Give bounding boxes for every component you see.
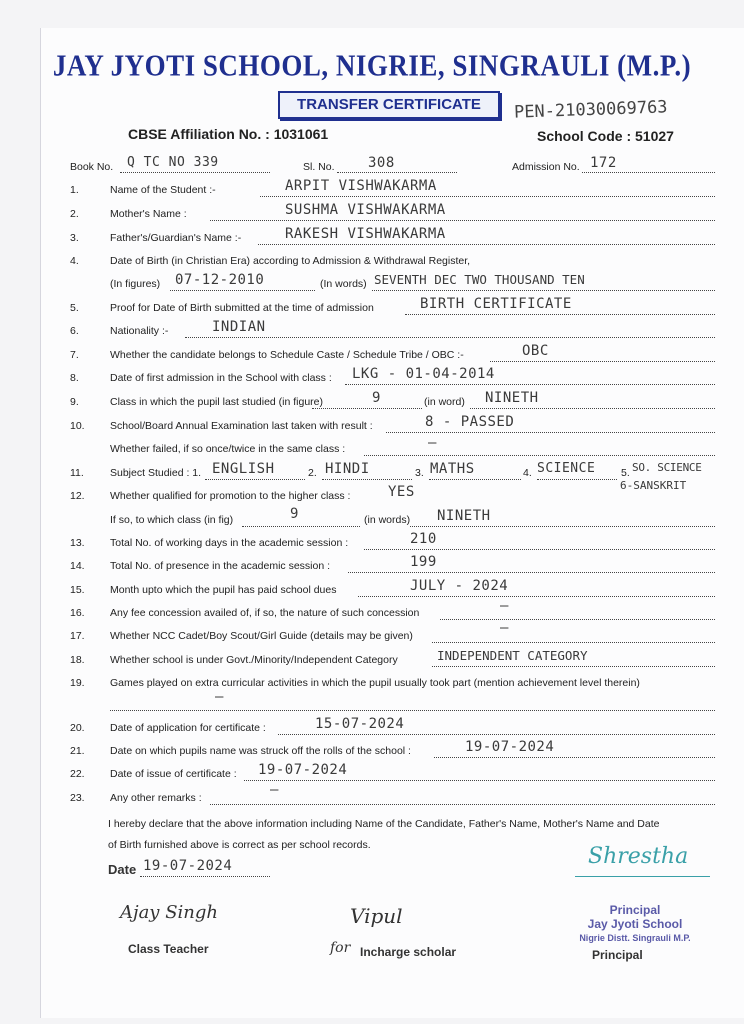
item-12-words-label: (in words)	[364, 514, 411, 526]
item-4-num: 4.	[70, 255, 79, 267]
item-16-num: 16.	[70, 607, 85, 619]
last-class-figure: 9	[372, 390, 381, 406]
item-4-label: Date of Birth (in Christian Era) according to Admission & Withdrawal Register,	[110, 255, 471, 267]
certificate-title: TRANSFER CERTIFICATE	[278, 91, 500, 119]
item-6-line	[185, 337, 715, 338]
category-obc: OBC	[522, 343, 549, 359]
item-3-num: 3.	[70, 232, 79, 244]
item-7-label: Whether the candidate belongs to Schedule Caste / Schedule Tribe / OBC :-	[110, 349, 464, 361]
sl-no-line	[337, 172, 457, 173]
item-13-num: 13.	[70, 537, 85, 549]
item-6-num: 6.	[70, 325, 79, 337]
subject-1-line	[205, 479, 305, 480]
item-9-fig-line	[312, 408, 422, 409]
item-9-words-label: (in word)	[424, 396, 465, 408]
subject-1: ENGLISH	[212, 461, 275, 477]
mother-name: SUSHMA VISHWAKARMA	[285, 202, 446, 218]
item-1-num: 1.	[70, 184, 79, 196]
subject-4-line	[537, 479, 617, 480]
dob-proof: BIRTH CERTIFICATE	[420, 296, 572, 312]
item-20-label: Date of application for certificate :	[110, 722, 266, 734]
item-23-label: Any other remarks :	[110, 792, 202, 804]
application-date: 15-07-2024	[315, 716, 405, 732]
subject-6: 6-SANSKRIT	[620, 479, 687, 492]
item-8-line	[345, 384, 715, 385]
declaration-line-2: of Birth furnished above is correct as per school records.	[108, 839, 371, 851]
declaration-line-1: I hereby declare that the above information including Name of the Candidate, Father's Name, Mother's Name and Date	[108, 818, 660, 830]
subject-2: HINDI	[325, 461, 370, 477]
item-19-label: Games played on extra curricular activities in which the pupil usually took part (mention achievement level therein)	[110, 677, 640, 689]
item-7-num: 7.	[70, 349, 79, 361]
subject-2-line	[322, 479, 412, 480]
item-20-line	[278, 734, 715, 735]
date-line	[140, 876, 270, 877]
item-21-line	[434, 757, 715, 758]
stamp-line-2: Jay Jyoti School	[587, 917, 683, 931]
class-teacher-signature: Ajay Singh	[120, 902, 218, 923]
ncc-details: —	[500, 620, 509, 636]
item-5-line	[405, 314, 715, 315]
item-12-words-line	[410, 526, 715, 527]
item-17-label: Whether NCC Cadet/Boy Scout/Girl Guide (details may be given)	[110, 630, 413, 642]
item-16-line	[440, 619, 715, 620]
subject-4-num: 4.	[523, 467, 532, 479]
principal-label: Principal	[592, 948, 643, 962]
admission-no-line	[582, 172, 715, 173]
school-name: JAY JYOTI SCHOOL, NIGRIE, SINGRAULI (M.P.)	[52, 47, 692, 83]
item-7-line	[490, 361, 715, 362]
item-2-label: Mother's Name :	[110, 208, 187, 220]
item-17-line	[432, 642, 715, 643]
book-no-line	[120, 172, 270, 173]
other-remarks: —	[270, 782, 279, 798]
first-admission: LKG - 01-04-2014	[352, 366, 495, 382]
item-21-num: 21.	[70, 745, 85, 757]
item-10-line	[386, 432, 715, 433]
item-2-num: 2.	[70, 208, 79, 220]
dob-figures: 07-12-2010	[175, 272, 265, 288]
dob-figures-line	[170, 290, 315, 291]
games-value: —	[215, 689, 224, 705]
item-20-num: 20.	[70, 722, 85, 734]
item-15-line	[358, 596, 715, 597]
sl-no-value: 308	[368, 155, 395, 171]
book-no-label: Book No.	[70, 161, 114, 173]
last-exam-result: 8 - PASSED	[425, 414, 515, 430]
item-22-num: 22.	[70, 768, 85, 780]
item-12-label: Whether qualified for promotion to the higher class :	[110, 490, 351, 502]
item-1-label: Name of the Student :-	[110, 184, 216, 196]
item-2-line	[210, 220, 715, 221]
item-10-num: 10.	[70, 420, 85, 432]
incharge-signature: Vipul	[350, 904, 403, 928]
dues-paid-upto: JULY - 2024	[410, 578, 509, 594]
stamp-line-3: Nigrie Distt. Singrauli M.P.	[579, 933, 691, 943]
admission-no-label: Admission No.	[512, 161, 580, 173]
item-8-num: 8.	[70, 372, 79, 384]
dob-figures-label: (In figures)	[110, 278, 161, 290]
dob-words: SEVENTH DEC TWO THOUSAND TEN	[374, 272, 585, 287]
item-3-label: Father's/Guardian's Name :-	[110, 232, 242, 244]
principal-signature: Shrestha	[588, 844, 689, 869]
subject-3: MATHS	[430, 461, 475, 477]
principal-stamp	[555, 903, 715, 945]
item-18-line	[432, 666, 715, 667]
struck-off-date: 19-07-2024	[465, 739, 555, 755]
date-label: Date	[108, 862, 137, 877]
date-value: 19-07-2024	[143, 858, 233, 874]
stamp-line-1: Principal	[609, 903, 661, 917]
pen-number: PEN-21030069763	[513, 97, 668, 123]
item-13-label: Total No. of working days in the academic session :	[110, 537, 349, 549]
item-15-label: Month upto which the pupil has paid school dues	[110, 584, 337, 596]
item-14-num: 14.	[70, 560, 85, 572]
item-18-num: 18.	[70, 654, 85, 666]
item-10-failed-line	[364, 455, 715, 456]
student-name: ARPIT VISHWAKARMA	[285, 178, 437, 194]
class-teacher-label: Class Teacher	[128, 942, 209, 956]
working-days: 210	[410, 531, 437, 547]
sl-no-label: Sl. No.	[303, 161, 335, 173]
item-1-line	[260, 196, 715, 197]
subject-2-num: 2.	[308, 467, 317, 479]
item-14-line	[348, 572, 715, 573]
item-9-num: 9.	[70, 396, 79, 408]
subject-5: SO. SCIENCE	[632, 461, 702, 474]
item-17-num: 17.	[70, 630, 85, 642]
promotion-class-words: NINETH	[437, 508, 491, 524]
nationality: INDIAN	[212, 319, 266, 335]
dob-words-label: (In words)	[320, 278, 367, 290]
school-category: INDEPENDENT CATEGORY	[437, 648, 588, 663]
item-12-class-label: If so, to which class (in fig)	[110, 514, 234, 526]
item-9-words-line	[470, 408, 715, 409]
item-16-label: Any fee concession availed of, if so, the nature of such concession	[110, 607, 420, 619]
item-22-label: Date of issue of certificate :	[110, 768, 237, 780]
cbse-affiliation: CBSE Affiliation No. : 1031061	[128, 126, 329, 142]
school-code: School Code : 51027	[537, 128, 674, 144]
item-11-num: 11.	[70, 467, 84, 479]
incharge-for-prefix: for	[330, 940, 351, 956]
item-19-line	[110, 710, 715, 711]
promotion-qualified: YES	[388, 484, 415, 500]
item-9-label: Class in which the pupil last studied (in figure)	[110, 396, 324, 408]
item-5-num: 5.	[70, 302, 79, 314]
item-21-label: Date on which pupils name was struck off the rolls of the school :	[110, 745, 411, 757]
item-22-line	[244, 780, 715, 781]
issue-date: 19-07-2024	[258, 762, 348, 778]
item-23-num: 23.	[70, 792, 85, 804]
item-10-failed-label: Whether failed, if so once/twice in the same class :	[110, 443, 346, 455]
principal-signature-stroke	[575, 876, 710, 877]
subject-4: SCIENCE	[537, 461, 596, 476]
failed-value: —	[428, 435, 437, 451]
item-12-num: 12.	[70, 490, 85, 502]
item-15-num: 15.	[70, 584, 85, 596]
presence-days: 199	[410, 554, 437, 570]
subject-3-line	[429, 479, 521, 480]
last-class-words: NINETH	[485, 390, 539, 406]
father-name: RAKESH VISHWAKARMA	[285, 226, 446, 242]
incharge-label: Incharge scholar	[360, 945, 457, 959]
item-18-label: Whether school is under Govt./Minority/Independent Category	[110, 654, 398, 666]
subject-5-num: 5.	[621, 467, 630, 479]
book-no-value: Q TC NO 339	[127, 155, 219, 170]
subject-3-num: 3.	[415, 467, 424, 479]
dob-words-line	[372, 290, 715, 291]
item-11-label: Subject Studied : 1.	[110, 467, 202, 479]
item-19-num: 19.	[70, 677, 85, 689]
item-3-line	[258, 244, 715, 245]
item-5-label: Proof for Date of Birth submitted at the time of admission	[110, 302, 374, 314]
item-12-fig-line	[242, 526, 360, 527]
item-13-line	[364, 549, 715, 550]
item-23-line	[210, 804, 715, 805]
item-6-label: Nationality :-	[110, 325, 169, 337]
item-8-label: Date of first admission in the School with class :	[110, 372, 332, 384]
item-14-label: Total No. of presence in the academic session :	[110, 560, 331, 572]
item-10-label: School/Board Annual Examination last taken with result :	[110, 420, 373, 432]
promotion-class-figure: 9	[290, 506, 299, 522]
fee-concession: —	[500, 598, 509, 614]
admission-no-value: 172	[590, 155, 617, 171]
